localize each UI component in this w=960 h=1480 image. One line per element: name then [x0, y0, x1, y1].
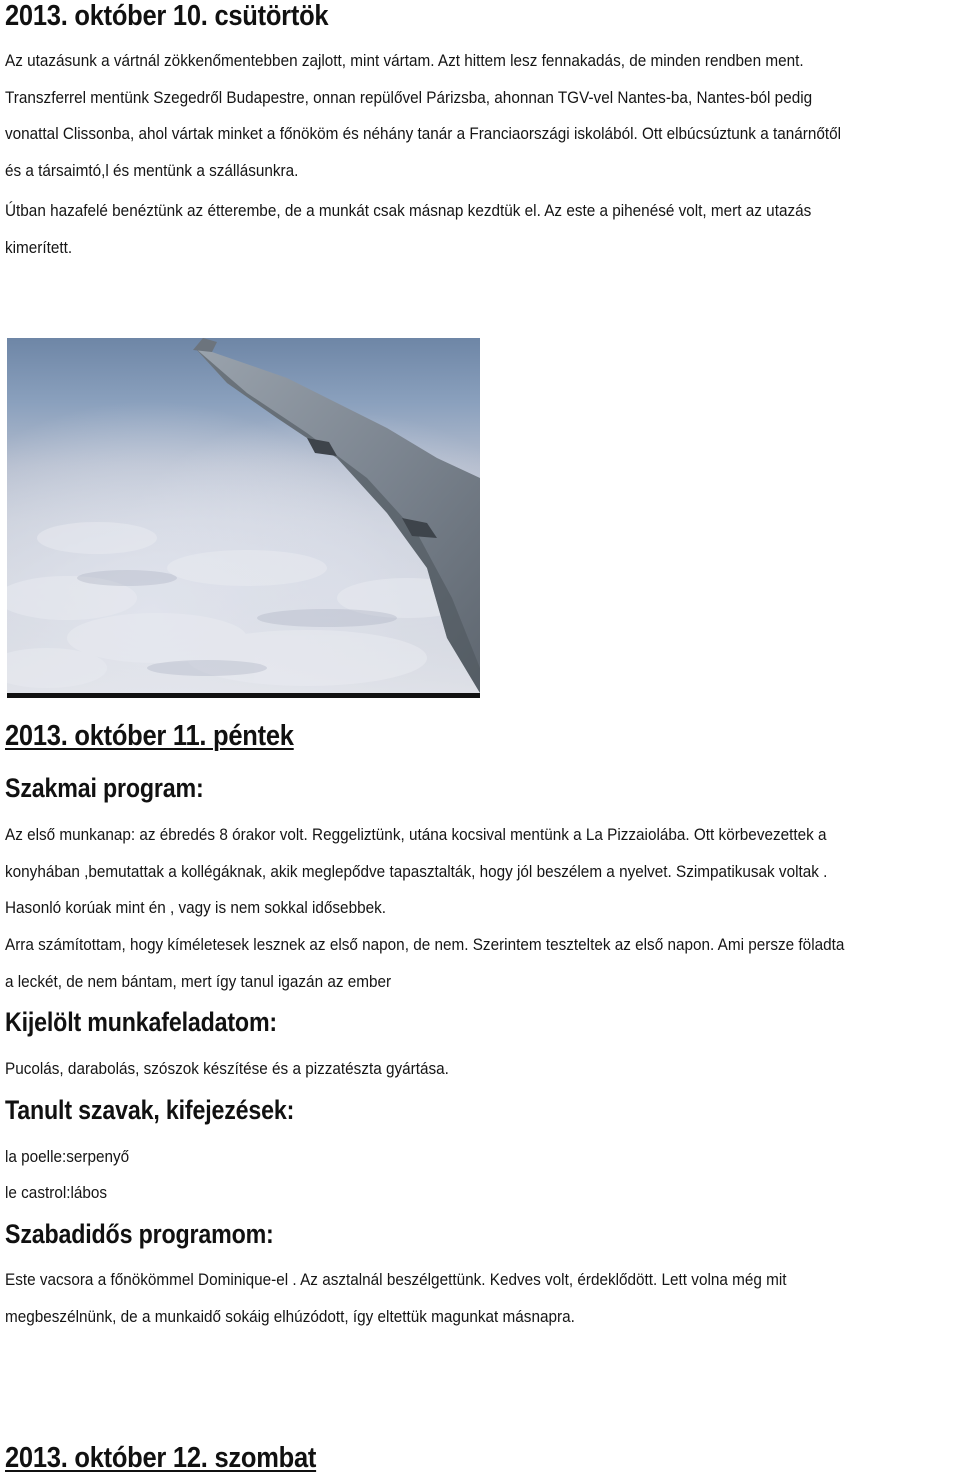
day3-heading: 2013. október 12. szombat	[5, 1442, 317, 1474]
text-line: kimerített.	[5, 237, 73, 257]
text-line: Arra számítottam, hogy kíméletesek lesznek az első napon, de nem. Szerintem teszteltek az első napon. Ami persze föladta	[5, 935, 845, 954]
task-text: Pucolás, darabolás, szószok készítése és a pizzatészta gyártása.	[5, 1059, 449, 1078]
text-line: megbeszélnünk, de a munkaidő sokáig elhúzódott, így eltettük magunkat másnapra.	[5, 1306, 575, 1326]
word-item: le castrol:lábos	[5, 1183, 108, 1202]
day2-heading: 2013. október 11. péntek	[5, 720, 294, 752]
photo-bottom-border	[7, 693, 480, 698]
text-line: a leckét, de nem bántam, mert így tanul igazán az ember	[5, 971, 392, 991]
text-line: konyhában ,bemutattak a kollégáknak, akik meglepődve tapasztalták, hogy jól beszélem a nyelvet. Szimpatikusak voltak .	[5, 861, 828, 881]
task-heading: Kijelölt munkafeladatom:	[5, 1007, 277, 1037]
day1-heading: 2013. október 10. csütörtök	[5, 0, 329, 32]
program-heading: Szakmai program:	[5, 773, 204, 803]
free-time-heading: Szabadidős programom:	[5, 1219, 274, 1249]
day1-paragraph-2	[5, 193, 955, 266]
airplane-wing-over-clouds-icon	[7, 338, 480, 693]
text-line: Az utazásunk a vártnál zökkenőmentebben zajlott, mint vártam. Azt hittem lesz fennakadás, de minden rendben ment.	[5, 51, 804, 70]
airplane-wing-photo	[7, 338, 480, 693]
day1-paragraph-1	[5, 43, 955, 189]
word-item: la poelle:serpenyő	[5, 1147, 130, 1166]
program-paragraph-1	[5, 817, 955, 927]
text-line: vonattal Clissonba, ahol vártak minket a főnököm és néhány tanár a Franciaországi iskolából. Ott elbúcsúztunk a tanárnőtől	[5, 124, 842, 143]
text-line: Este vacsora a főnökömmel Dominique-el . Az asztalnál beszélgettünk. Kedves volt, érdeklődött. Lett volna még mit	[5, 1270, 787, 1289]
text-line: Az első munkanap: az ébredés 8 órakor volt. Reggeliztünk, utána kocsival mentünk a La Pizzaiolába. Ott körbevezettek a	[5, 825, 827, 844]
text-line: és a társaimtó,l és mentünk a szállásunkra.	[5, 160, 299, 180]
text-line: Transzferrel mentünk Szegedről Budapestre, onnan repülővel Párizsba, ahonnan TGV-vel Nantes-ba, Nantes-ból pedig	[5, 87, 813, 107]
words-heading: Tanult szavak, kifejezések:	[5, 1095, 295, 1125]
free-time-paragraph	[5, 1262, 955, 1335]
text-line: Útban hazafelé benéztünk az étterembe, de a munkát csak másnap kezdtük el. Az este a pihenésé volt, mert az utazás	[5, 201, 812, 220]
text-line: Hasonló korúak mint én , vagy is nem sokkal idősebbek.	[5, 898, 386, 917]
program-paragraph-2	[5, 927, 955, 1000]
